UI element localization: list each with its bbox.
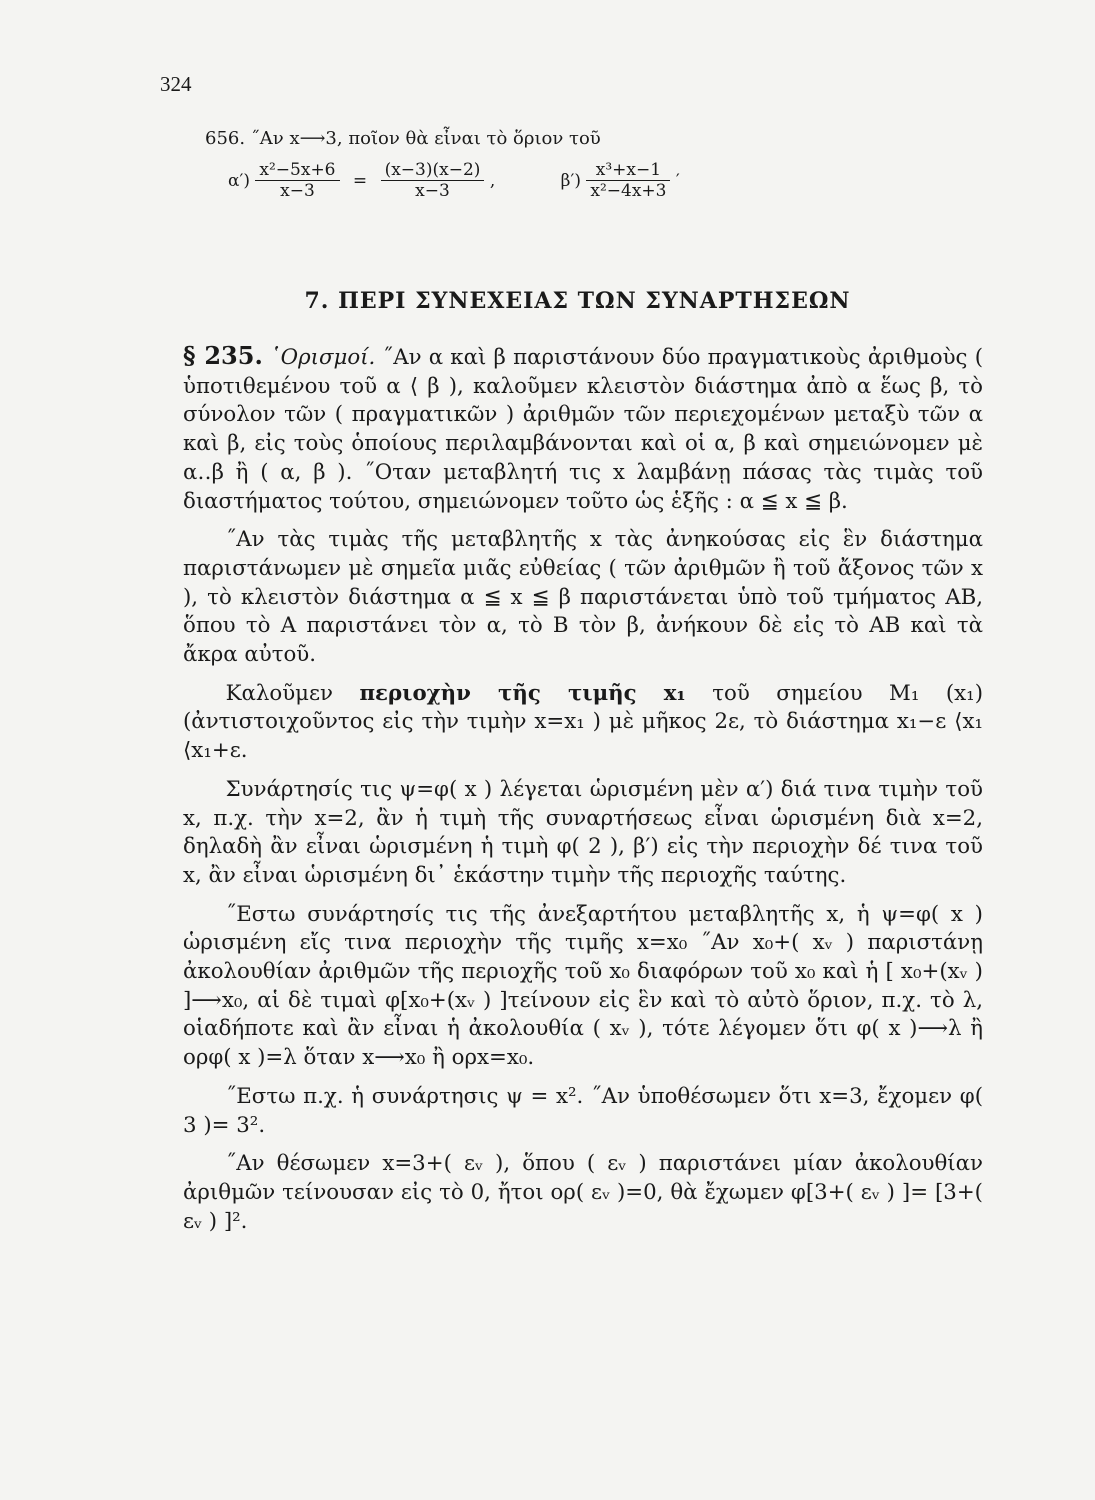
- paragraph-3: [183, 680, 983, 766]
- equals-sign: =: [352, 170, 368, 191]
- part-b-label: β′): [560, 170, 581, 191]
- section-heading: 7. ΠΕΡΙ ΣΥΝΕΧΕΙΑΣ ΤΩΝ ΣΥΝΑΡΤΗΣΕΩΝ: [304, 288, 851, 314]
- fraction-b-numerator: x³+x−1: [586, 160, 670, 181]
- page-number: 324: [160, 72, 192, 96]
- part-a-label: α′): [228, 170, 250, 191]
- paragraph-3-pre: Καλοῦμεν: [225, 680, 360, 706]
- fraction-separator: ,: [489, 170, 496, 191]
- fraction-b-denominator: x²−4x+3: [590, 181, 667, 201]
- paragraph-4: Συνάρτησίς τις ψ=φ( x ) λέγεται ὡρισμένη μὲν α′) διά τινα τιμὴν τοῦ x, π.χ. τὴν x=2, ἂν ἡ τιμὴ τῆς συναρτήσεως εἶναι ὡρισμένη διὰ x=2, δηλαδὴ ἂν εἶναι ὡρισμένη ἡ τιμὴ φ( 2 ), β′) εἰς τὴν περιοχὴν δέ τινα τοῦ x, ἂν εἶναι ὡρισμένη δι᾽ ἑκάστην τιμὴν τῆς περιοχῆς ταύτης.: [183, 776, 983, 888]
- paragraph-1-text: ˝Αν α καὶ β παριστάνουν δύο πραγματικοὺς ἀριθμοὺς ( ὑποτιθεμένου τοῦ α ⟨ β ), καλοῦμεν κλειστὸν διάστημα ἀπὸ α ἕως β, τὸ σύνολον τῶν ( πραγματικῶν ) ἀριθμῶν τῶν περιεχομένων μεταξὺ τῶν α καὶ β, εἰς τοὺς ὁποίους περιλαμβάνονται καὶ οἱ α, β καὶ σημειώνομεν μὲ α‥β ἢ ( α, β ). ˝Οταν μεταβλητή τις x λαμβάνῃ πάσας τὰς τιμὰς τοῦ διαστήματος τούτου, σημειώνομεν τοῦτο ὡς ἑξῆς : α ≦ x ≦ β.: [183, 345, 984, 514]
- neighborhood-term: περιοχὴν τῆς τιμῆς x₁: [359, 680, 686, 706]
- section-body: [183, 342, 983, 1236]
- exercise-656-intro: 656. ˝Αν x⟶3, ποῖον θὰ εἶναι τὸ ὅριον τοῦ: [205, 128, 601, 149]
- paragraph-7: ˝Αν θέσωμεν x=3+( εᵥ ), ὅπου ( εᵥ ) παριστάνει μίαν ἀκολουθίαν ἀριθμῶν τείνουσαν εἰς τὸ 0, ἤτοι ορ( εᵥ )=0, θὰ ἔχωμεν φ[3+( εᵥ ) ]= [3+( εᵥ ) ]².: [183, 1151, 983, 1234]
- paragraph-5: ˝Εστω συνάρτησίς τις τῆς ἀνεξαρτήτου μεταβλητῆς x, ἡ ψ=φ( x ) ὡρισμένη εἴς τινα περιοχὴν τῆς τιμῆς x=x₀ ˝Αν x₀+( xᵥ ) παριστάνῃ ἀκολουθίαν ἀριθμῶν τῆς περιοχῆς τοῦ x₀ διαφόρων τοῦ x₀ καὶ ἡ [ x₀+(xᵥ ) ]⟶x₀, αἱ δὲ τιμαὶ φ[x₀+(xᵥ ) ]τείνουν εἰς ἓν καὶ τὸ αὐτὸ ὅριον, π.χ. τὸ λ, οἱαδήποτε καὶ ἂν εἶναι ἡ ἀκολουθία ( xᵥ ), τότε λέγομεν ὅτι φ( x )⟶λ ἢ ορφ( x )=λ ὅταν x⟶x₀ ἢ ορx=x₀.: [183, 901, 983, 1071]
- fraction-a-rhs: [381, 160, 485, 201]
- paragraph-definitions: [183, 342, 983, 516]
- paragraph-2: ˝Αν τὰς τιμὰς τῆς μεταβλητῆς x τὰς ἀνηκούσας εἰς ἓν διάστημα παριστάνωμεν μὲ σημεῖα μιᾶς εὐθείας ( τῶν ἀριθμῶν ἢ τοῦ ἄξονος τῶν x ), τὸ κλειστὸν διάστημα α ≦ x ≦ β παριστάνεται ὑπὸ τοῦ τμήματος ΑΒ, ὅπου τὸ Α παριστάνει τὸν α, τὸ Β τὸν β, ἀνήκουν δὲ εἰς τὸ ΑΒ καὶ τὰ ἄκρα αὐτοῦ.: [183, 527, 983, 668]
- fraction-a: [255, 160, 339, 201]
- fraction-a-rhs-numerator: (x−3)(x−2): [381, 160, 485, 181]
- definitions-label: ῾Ορισμοί.: [270, 345, 376, 370]
- exercise-fractions: [228, 160, 828, 220]
- paragraph-3-post: τοῦ σημείου M₁ (x₁) (ἀντιστοιχοῦντος εἰς τὴν τιμὴν x=x₁ ) μὲ μῆκος 2ε, τὸ διάστημα x₁−ε ⟨x₁ ⟨x₁+ε.: [183, 680, 983, 764]
- fraction-b: [586, 160, 670, 201]
- fraction-a-numerator: x²−5x+6: [255, 160, 339, 181]
- fraction-a-denominator: x−3: [280, 181, 315, 201]
- paragraph-6: ˝Εστω π.χ. ἡ συνάρτησις ψ = x². ˝Αν ὑποθέσωμεν ὅτι x=3, ἔχομεν φ( 3 )= 3².: [183, 1083, 983, 1138]
- fraction-a-rhs-denominator: x−3: [415, 181, 450, 201]
- fraction-b-end: ′: [675, 170, 680, 191]
- section-number: § 235.: [183, 341, 263, 370]
